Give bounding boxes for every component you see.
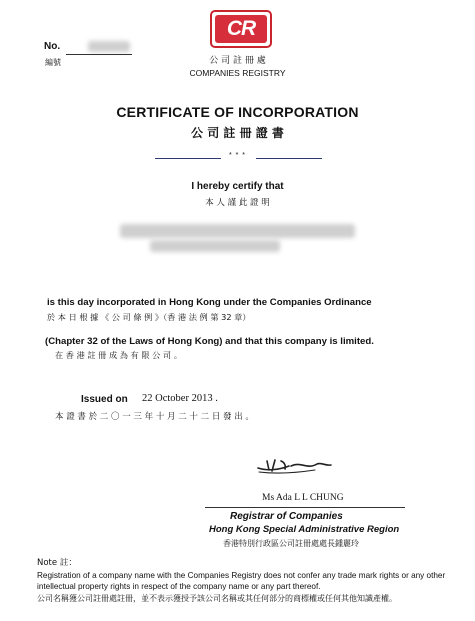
signature-scribble — [255, 452, 335, 476]
certificate-number-redacted — [88, 41, 130, 52]
certificate-title-cn: 公 司 註 冊 證 書 — [191, 126, 284, 140]
registrar-title-cn: 香港特別行政區公司註冊處處長鍾麗玲 — [223, 539, 359, 548]
note-label: Note 註： — [37, 558, 77, 568]
note-text-cn: 公司名稱獲公司註冊處註冊，並不表示獲授予該公司名稱或其任何部分的商標權或任何其他知識產權。 — [37, 594, 397, 603]
body-line-2-cn: 在 香 港 註 冊 成 為 有 限 公 司 。 — [55, 350, 182, 360]
certify-statement-cn: 本 人 謹 此 證 明 — [205, 198, 270, 208]
registrar-signature — [255, 452, 335, 476]
registrar-title: Registrar of Companies — [230, 511, 343, 522]
certificate-number-label-cn: 編號 — [45, 58, 61, 67]
title-divider-right — [256, 158, 322, 159]
note-text: Registration of a company name with the Companies Registry does not confer any trade mark rights or any other intellectual property rights in respect of the company name or any part thereof. — [37, 571, 446, 591]
company-name-cn-redacted — [150, 240, 280, 252]
certify-statement: I hereby certify that — [191, 181, 284, 192]
title-divider-ornament: * * * — [228, 152, 247, 159]
issued-date-cn: 本 證 書 於 二 〇 一 三 年 十 月 二 十 二 日 發 出 。 — [55, 412, 254, 422]
body-line-1: is this day incorporated in Hong Kong under the Companies Ordinance — [47, 297, 372, 308]
company-name-redacted — [120, 224, 355, 238]
issued-date: 22 October 2013 . — [142, 393, 218, 404]
certificate-title: CERTIFICATE OF INCORPORATION — [116, 104, 359, 120]
companies-registry-logo — [210, 10, 272, 48]
certificate-number-label: No. — [44, 41, 61, 52]
registrar-region: Hong Kong Special Administrative Region — [209, 524, 400, 535]
signature-line — [205, 507, 405, 508]
body-line-2: (Chapter 32 of the Laws of Hong Kong) and that this company is limited. — [45, 336, 374, 347]
registry-name-en: COMPANIES REGISTRY — [189, 68, 286, 78]
logo-text: CR — [215, 15, 267, 43]
registrar-name: Ms Ada L L CHUNG — [262, 493, 344, 503]
registry-name-cn: 公 司 註 冊 處 — [209, 56, 266, 66]
body-line-1-cn: 於 本 日 根 據 《 公 司 條 例 》（香 港 法 例 第 32 章） — [47, 312, 251, 322]
issued-on-label: Issued on — [81, 394, 128, 405]
